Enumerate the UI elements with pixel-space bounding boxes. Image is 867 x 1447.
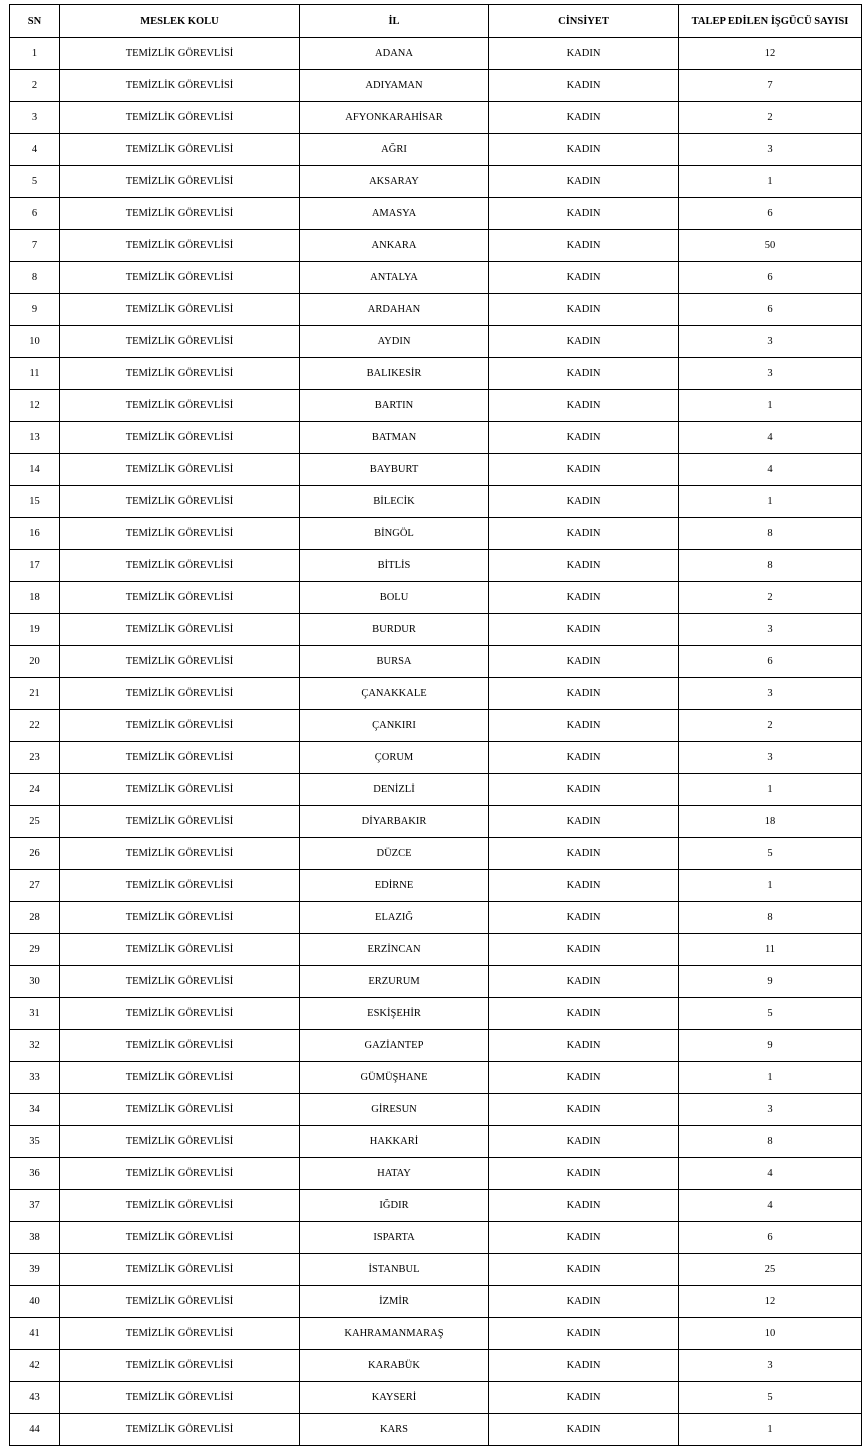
cell-sn: 33 — [10, 1062, 60, 1094]
cell-il: EDİRNE — [300, 870, 489, 902]
cell-meslek-kolu: TEMİZLİK GÖREVLİSİ — [60, 166, 300, 198]
cell-meslek-kolu: TEMİZLİK GÖREVLİSİ — [60, 710, 300, 742]
cell-sn: 19 — [10, 614, 60, 646]
cell-sn: 1 — [10, 38, 60, 70]
cell-cinsiyet: KADIN — [489, 902, 679, 934]
cell-sn: 12 — [10, 390, 60, 422]
cell-meslek-kolu: TEMİZLİK GÖREVLİSİ — [60, 390, 300, 422]
cell-sn: 43 — [10, 1382, 60, 1414]
cell-cinsiyet: KADIN — [489, 422, 679, 454]
cell-sn: 40 — [10, 1286, 60, 1318]
cell-il: ÇANKIRI — [300, 710, 489, 742]
cell-talep-sayisi: 5 — [679, 838, 862, 870]
cell-meslek-kolu: TEMİZLİK GÖREVLİSİ — [60, 1350, 300, 1382]
cell-sn: 37 — [10, 1190, 60, 1222]
cell-talep-sayisi: 12 — [679, 1286, 862, 1318]
table-row — [10, 390, 862, 422]
cell-sn: 14 — [10, 454, 60, 486]
cell-meslek-kolu: TEMİZLİK GÖREVLİSİ — [60, 806, 300, 838]
table-row — [10, 102, 862, 134]
table-row — [10, 70, 862, 102]
cell-il: ISPARTA — [300, 1222, 489, 1254]
cell-sn: 6 — [10, 198, 60, 230]
cell-cinsiyet: KADIN — [489, 262, 679, 294]
cell-sn: 18 — [10, 582, 60, 614]
cell-talep-sayisi: 9 — [679, 966, 862, 998]
cell-cinsiyet: KADIN — [489, 774, 679, 806]
cell-cinsiyet: KADIN — [489, 1254, 679, 1286]
cell-il: İSTANBUL — [300, 1254, 489, 1286]
cell-talep-sayisi: 1 — [679, 1062, 862, 1094]
cell-talep-sayisi: 8 — [679, 1126, 862, 1158]
table-row — [10, 294, 862, 326]
cell-il: BURDUR — [300, 614, 489, 646]
header-sn: SN — [10, 5, 60, 38]
cell-il: AYDIN — [300, 326, 489, 358]
cell-talep-sayisi: 8 — [679, 902, 862, 934]
cell-il: KAHRAMANMARAŞ — [300, 1318, 489, 1350]
cell-il: GÜMÜŞHANE — [300, 1062, 489, 1094]
cell-talep-sayisi: 3 — [679, 134, 862, 166]
table-row — [10, 486, 862, 518]
cell-cinsiyet: KADIN — [489, 230, 679, 262]
cell-sn: 36 — [10, 1158, 60, 1190]
table-row — [10, 678, 862, 710]
table-row — [10, 1382, 862, 1414]
cell-cinsiyet: KADIN — [489, 454, 679, 486]
cell-il: AKSARAY — [300, 166, 489, 198]
cell-talep-sayisi: 12 — [679, 38, 862, 70]
cell-meslek-kolu: TEMİZLİK GÖREVLİSİ — [60, 326, 300, 358]
cell-talep-sayisi: 2 — [679, 710, 862, 742]
cell-talep-sayisi: 1 — [679, 486, 862, 518]
table-body — [10, 38, 862, 1446]
cell-meslek-kolu: TEMİZLİK GÖREVLİSİ — [60, 678, 300, 710]
header-cinsiyet: CİNSİYET — [489, 5, 679, 38]
header-row — [10, 5, 862, 38]
table-row — [10, 1414, 862, 1446]
cell-il: BATMAN — [300, 422, 489, 454]
cell-meslek-kolu: TEMİZLİK GÖREVLİSİ — [60, 198, 300, 230]
cell-cinsiyet: KADIN — [489, 198, 679, 230]
table-row — [10, 774, 862, 806]
cell-il: ADANA — [300, 38, 489, 70]
cell-il: BİTLİS — [300, 550, 489, 582]
table-row — [10, 646, 862, 678]
cell-cinsiyet: KADIN — [489, 1094, 679, 1126]
cell-cinsiyet: KADIN — [489, 1126, 679, 1158]
table-row — [10, 1318, 862, 1350]
cell-il: DENİZLİ — [300, 774, 489, 806]
cell-sn: 38 — [10, 1222, 60, 1254]
table-row — [10, 1254, 862, 1286]
cell-cinsiyet: KADIN — [489, 678, 679, 710]
cell-cinsiyet: KADIN — [489, 1030, 679, 1062]
cell-meslek-kolu: TEMİZLİK GÖREVLİSİ — [60, 454, 300, 486]
cell-meslek-kolu: TEMİZLİK GÖREVLİSİ — [60, 134, 300, 166]
cell-sn: 30 — [10, 966, 60, 998]
cell-cinsiyet: KADIN — [489, 390, 679, 422]
cell-sn: 31 — [10, 998, 60, 1030]
cell-il: ERZİNCAN — [300, 934, 489, 966]
cell-cinsiyet: KADIN — [489, 646, 679, 678]
cell-il: AĞRI — [300, 134, 489, 166]
cell-meslek-kolu: TEMİZLİK GÖREVLİSİ — [60, 422, 300, 454]
cell-cinsiyet: KADIN — [489, 582, 679, 614]
cell-meslek-kolu: TEMİZLİK GÖREVLİSİ — [60, 486, 300, 518]
cell-sn: 7 — [10, 230, 60, 262]
cell-il: ADIYAMAN — [300, 70, 489, 102]
cell-meslek-kolu: TEMİZLİK GÖREVLİSİ — [60, 1094, 300, 1126]
cell-il: HAKKARİ — [300, 1126, 489, 1158]
table-row — [10, 1350, 862, 1382]
table-row — [10, 262, 862, 294]
cell-cinsiyet: KADIN — [489, 102, 679, 134]
cell-sn: 25 — [10, 806, 60, 838]
cell-talep-sayisi: 6 — [679, 646, 862, 678]
cell-sn: 17 — [10, 550, 60, 582]
cell-il: BOLU — [300, 582, 489, 614]
cell-il: KAYSERİ — [300, 1382, 489, 1414]
cell-sn: 32 — [10, 1030, 60, 1062]
table-row — [10, 166, 862, 198]
cell-il: ANTALYA — [300, 262, 489, 294]
table-row — [10, 198, 862, 230]
cell-meslek-kolu: TEMİZLİK GÖREVLİSİ — [60, 1030, 300, 1062]
cell-talep-sayisi: 4 — [679, 1190, 862, 1222]
cell-cinsiyet: KADIN — [489, 1414, 679, 1446]
cell-sn: 41 — [10, 1318, 60, 1350]
cell-meslek-kolu: TEMİZLİK GÖREVLİSİ — [60, 774, 300, 806]
cell-meslek-kolu: TEMİZLİK GÖREVLİSİ — [60, 1254, 300, 1286]
table-row — [10, 1286, 862, 1318]
cell-meslek-kolu: TEMİZLİK GÖREVLİSİ — [60, 1062, 300, 1094]
cell-meslek-kolu: TEMİZLİK GÖREVLİSİ — [60, 838, 300, 870]
cell-cinsiyet: KADIN — [489, 1222, 679, 1254]
table-row — [10, 934, 862, 966]
cell-talep-sayisi: 9 — [679, 1030, 862, 1062]
table-row — [10, 870, 862, 902]
cell-il: ANKARA — [300, 230, 489, 262]
cell-cinsiyet: KADIN — [489, 518, 679, 550]
cell-sn: 20 — [10, 646, 60, 678]
cell-meslek-kolu: TEMİZLİK GÖREVLİSİ — [60, 742, 300, 774]
cell-cinsiyet: KADIN — [489, 1382, 679, 1414]
cell-meslek-kolu: TEMİZLİK GÖREVLİSİ — [60, 518, 300, 550]
cell-talep-sayisi: 6 — [679, 294, 862, 326]
cell-sn: 5 — [10, 166, 60, 198]
cell-sn: 15 — [10, 486, 60, 518]
cell-sn: 3 — [10, 102, 60, 134]
cell-sn: 34 — [10, 1094, 60, 1126]
cell-il: ESKİŞEHİR — [300, 998, 489, 1030]
cell-meslek-kolu: TEMİZLİK GÖREVLİSİ — [60, 966, 300, 998]
cell-sn: 24 — [10, 774, 60, 806]
cell-sn: 16 — [10, 518, 60, 550]
cell-talep-sayisi: 1 — [679, 870, 862, 902]
cell-il: HATAY — [300, 1158, 489, 1190]
cell-sn: 9 — [10, 294, 60, 326]
cell-cinsiyet: KADIN — [489, 550, 679, 582]
cell-il: BAYBURT — [300, 454, 489, 486]
cell-il: IĞDIR — [300, 1190, 489, 1222]
cell-sn: 27 — [10, 870, 60, 902]
cell-meslek-kolu: TEMİZLİK GÖREVLİSİ — [60, 1382, 300, 1414]
table-row — [10, 838, 862, 870]
cell-talep-sayisi: 4 — [679, 422, 862, 454]
cell-meslek-kolu: TEMİZLİK GÖREVLİSİ — [60, 230, 300, 262]
table-row — [10, 806, 862, 838]
table-row — [10, 1126, 862, 1158]
cell-talep-sayisi: 3 — [679, 742, 862, 774]
cell-il: ARDAHAN — [300, 294, 489, 326]
cell-sn: 26 — [10, 838, 60, 870]
cell-talep-sayisi: 3 — [679, 678, 862, 710]
cell-cinsiyet: KADIN — [489, 710, 679, 742]
cell-talep-sayisi: 8 — [679, 550, 862, 582]
cell-talep-sayisi: 50 — [679, 230, 862, 262]
cell-sn: 13 — [10, 422, 60, 454]
cell-meslek-kolu: TEMİZLİK GÖREVLİSİ — [60, 1414, 300, 1446]
cell-sn: 42 — [10, 1350, 60, 1382]
table-row — [10, 518, 862, 550]
table-header — [10, 5, 862, 38]
cell-talep-sayisi: 10 — [679, 1318, 862, 1350]
table-row — [10, 358, 862, 390]
cell-il: KARABÜK — [300, 1350, 489, 1382]
cell-talep-sayisi: 5 — [679, 1382, 862, 1414]
cell-il: DİYARBAKIR — [300, 806, 489, 838]
cell-sn: 21 — [10, 678, 60, 710]
cell-meslek-kolu: TEMİZLİK GÖREVLİSİ — [60, 1222, 300, 1254]
cell-il: BALIKESİR — [300, 358, 489, 390]
cell-cinsiyet: KADIN — [489, 1062, 679, 1094]
cell-il: BARTIN — [300, 390, 489, 422]
cell-il: BİLECİK — [300, 486, 489, 518]
cell-talep-sayisi: 3 — [679, 358, 862, 390]
table-row — [10, 710, 862, 742]
cell-meslek-kolu: TEMİZLİK GÖREVLİSİ — [60, 102, 300, 134]
cell-meslek-kolu: TEMİZLİK GÖREVLİSİ — [60, 1158, 300, 1190]
cell-meslek-kolu: TEMİZLİK GÖREVLİSİ — [60, 1318, 300, 1350]
cell-talep-sayisi: 3 — [679, 326, 862, 358]
cell-il: AMASYA — [300, 198, 489, 230]
cell-il: İZMİR — [300, 1286, 489, 1318]
table-row — [10, 454, 862, 486]
cell-cinsiyet: KADIN — [489, 806, 679, 838]
cell-sn: 23 — [10, 742, 60, 774]
cell-talep-sayisi: 1 — [679, 166, 862, 198]
header-il: İL — [300, 5, 489, 38]
table-row — [10, 1158, 862, 1190]
table-row — [10, 998, 862, 1030]
cell-talep-sayisi: 18 — [679, 806, 862, 838]
cell-sn: 39 — [10, 1254, 60, 1286]
cell-cinsiyet: KADIN — [489, 326, 679, 358]
cell-cinsiyet: KADIN — [489, 294, 679, 326]
cell-talep-sayisi: 6 — [679, 1222, 862, 1254]
cell-il: ELAZIĞ — [300, 902, 489, 934]
cell-il: BURSA — [300, 646, 489, 678]
cell-cinsiyet: KADIN — [489, 1158, 679, 1190]
cell-sn: 29 — [10, 934, 60, 966]
table-row — [10, 742, 862, 774]
cell-sn: 22 — [10, 710, 60, 742]
cell-sn: 44 — [10, 1414, 60, 1446]
table-row — [10, 230, 862, 262]
cell-il: BİNGÖL — [300, 518, 489, 550]
cell-cinsiyet: KADIN — [489, 38, 679, 70]
cell-meslek-kolu: TEMİZLİK GÖREVLİSİ — [60, 870, 300, 902]
cell-sn: 2 — [10, 70, 60, 102]
cell-sn: 35 — [10, 1126, 60, 1158]
header-meslek-kolu: MESLEK KOLU — [60, 5, 300, 38]
cell-talep-sayisi: 3 — [679, 1350, 862, 1382]
table-row — [10, 38, 862, 70]
table-row — [10, 614, 862, 646]
cell-cinsiyet: KADIN — [489, 934, 679, 966]
table-row — [10, 902, 862, 934]
cell-talep-sayisi: 4 — [679, 454, 862, 486]
cell-cinsiyet: KADIN — [489, 614, 679, 646]
cell-meslek-kolu: TEMİZLİK GÖREVLİSİ — [60, 1190, 300, 1222]
cell-cinsiyet: KADIN — [489, 166, 679, 198]
table-row — [10, 550, 862, 582]
cell-il: KARS — [300, 1414, 489, 1446]
cell-cinsiyet: KADIN — [489, 838, 679, 870]
table-row — [10, 134, 862, 166]
table-row — [10, 422, 862, 454]
cell-cinsiyet: KADIN — [489, 70, 679, 102]
cell-meslek-kolu: TEMİZLİK GÖREVLİSİ — [60, 262, 300, 294]
cell-il: AFYONKARAHİSAR — [300, 102, 489, 134]
cell-sn: 4 — [10, 134, 60, 166]
table-row — [10, 1190, 862, 1222]
cell-talep-sayisi: 6 — [679, 262, 862, 294]
cell-il: ÇORUM — [300, 742, 489, 774]
cell-talep-sayisi: 1 — [679, 1414, 862, 1446]
table-row — [10, 1030, 862, 1062]
cell-meslek-kolu: TEMİZLİK GÖREVLİSİ — [60, 1286, 300, 1318]
header-talep-sayisi: TALEP EDİLEN İŞGÜCÜ SAYISI — [679, 5, 862, 38]
cell-cinsiyet: KADIN — [489, 742, 679, 774]
cell-talep-sayisi: 2 — [679, 102, 862, 134]
job-demand-table — [9, 4, 862, 1446]
cell-meslek-kolu: TEMİZLİK GÖREVLİSİ — [60, 358, 300, 390]
cell-sn: 10 — [10, 326, 60, 358]
cell-cinsiyet: KADIN — [489, 358, 679, 390]
cell-talep-sayisi: 5 — [679, 998, 862, 1030]
cell-cinsiyet: KADIN — [489, 1318, 679, 1350]
cell-sn: 11 — [10, 358, 60, 390]
cell-meslek-kolu: TEMİZLİK GÖREVLİSİ — [60, 38, 300, 70]
cell-sn: 28 — [10, 902, 60, 934]
cell-meslek-kolu: TEMİZLİK GÖREVLİSİ — [60, 998, 300, 1030]
cell-cinsiyet: KADIN — [489, 486, 679, 518]
table-row — [10, 966, 862, 998]
table-row — [10, 582, 862, 614]
cell-il: DÜZCE — [300, 838, 489, 870]
cell-talep-sayisi: 7 — [679, 70, 862, 102]
cell-talep-sayisi: 4 — [679, 1158, 862, 1190]
table-row — [10, 326, 862, 358]
cell-il: GİRESUN — [300, 1094, 489, 1126]
table-row — [10, 1222, 862, 1254]
cell-talep-sayisi: 25 — [679, 1254, 862, 1286]
cell-talep-sayisi: 11 — [679, 934, 862, 966]
cell-meslek-kolu: TEMİZLİK GÖREVLİSİ — [60, 646, 300, 678]
cell-meslek-kolu: TEMİZLİK GÖREVLİSİ — [60, 550, 300, 582]
cell-meslek-kolu: TEMİZLİK GÖREVLİSİ — [60, 1126, 300, 1158]
cell-meslek-kolu: TEMİZLİK GÖREVLİSİ — [60, 934, 300, 966]
cell-cinsiyet: KADIN — [489, 1190, 679, 1222]
cell-meslek-kolu: TEMİZLİK GÖREVLİSİ — [60, 294, 300, 326]
cell-meslek-kolu: TEMİZLİK GÖREVLİSİ — [60, 614, 300, 646]
cell-talep-sayisi: 1 — [679, 390, 862, 422]
cell-meslek-kolu: TEMİZLİK GÖREVLİSİ — [60, 582, 300, 614]
cell-il: ÇANAKKALE — [300, 678, 489, 710]
cell-cinsiyet: KADIN — [489, 998, 679, 1030]
cell-talep-sayisi: 6 — [679, 198, 862, 230]
cell-cinsiyet: KADIN — [489, 134, 679, 166]
cell-talep-sayisi: 3 — [679, 614, 862, 646]
cell-sn: 8 — [10, 262, 60, 294]
cell-talep-sayisi: 2 — [679, 582, 862, 614]
cell-talep-sayisi: 8 — [679, 518, 862, 550]
table-row — [10, 1094, 862, 1126]
cell-meslek-kolu: TEMİZLİK GÖREVLİSİ — [60, 902, 300, 934]
cell-talep-sayisi: 1 — [679, 774, 862, 806]
cell-cinsiyet: KADIN — [489, 1350, 679, 1382]
cell-cinsiyet: KADIN — [489, 966, 679, 998]
cell-il: GAZİANTEP — [300, 1030, 489, 1062]
table-row — [10, 1062, 862, 1094]
cell-cinsiyet: KADIN — [489, 870, 679, 902]
cell-talep-sayisi: 3 — [679, 1094, 862, 1126]
cell-il: ERZURUM — [300, 966, 489, 998]
cell-meslek-kolu: TEMİZLİK GÖREVLİSİ — [60, 70, 300, 102]
cell-cinsiyet: KADIN — [489, 1286, 679, 1318]
